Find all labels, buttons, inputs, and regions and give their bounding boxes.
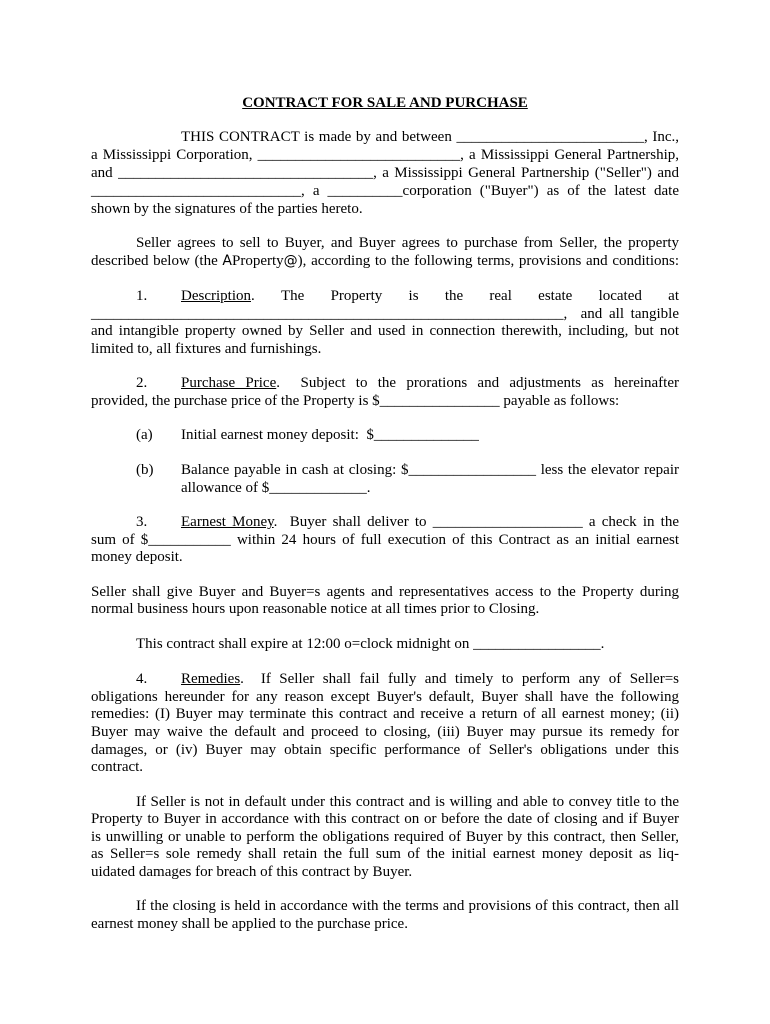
seller-remedy-line-4: as Seller=s sole remedy shall retain the full sum of the initial earnest money deposit as liq- — [91, 846, 679, 862]
intro-line-4: ____________________________, a __________corporation ("Buyer") as of the latest date — [91, 183, 679, 199]
intro-line-5: shown by the signatures of the parties hereto. — [91, 201, 363, 217]
intro-line-3: and __________________________________, a Mississippi General Partnership ("Seller") and — [91, 165, 679, 181]
intro-line-2: a Mississippi Corporation, ___________________________, a Mississippi General Partnership, — [91, 147, 679, 163]
section-4-line-2: obligations hereunder for any reason except Buyer's default, Buyer shall have the following — [91, 689, 679, 705]
section-2-line-1: Purchase Price. Subject to the prorations and adjustments as hereinafter — [181, 375, 680, 391]
agreement-line-1: Seller agrees to sell to Buyer, and Buyer agrees to purchase from Seller, the property — [136, 235, 679, 251]
close-quote-glyph: @ — [283, 253, 298, 269]
section-3-line-1: Earnest Money. Buyer shall deliver to ____________________ a check in the — [181, 514, 679, 530]
section-1-heading: Description — [181, 288, 251, 304]
section-4-line-6: contract. — [91, 759, 144, 775]
item-b-line-1: Balance payable in cash at closing: $_________________ less the elevator repair — [181, 462, 679, 478]
section-2-heading: Purchase Price — [181, 375, 277, 391]
section-4-heading: Remedies — [181, 671, 241, 687]
section-3-heading: Earnest Money — [181, 514, 274, 530]
defined-term-property: Property — [232, 253, 284, 269]
item-b-label: (b) — [136, 462, 154, 478]
seller-remedy-line-5: uidated damages for breach of this contract by Buyer. — [91, 864, 413, 880]
document-title — [0, 94, 770, 112]
section-3-number: 3. — [136, 514, 148, 530]
section-4-line-1: Remedies. If Seller shall fail fully and timely to perform any of Seller=s — [181, 671, 679, 687]
expiration-line: This contract shall expire at 12:00 o=clock midnight on _________________. — [136, 636, 605, 652]
closing-line-2: earnest money shall be applied to the purchase price. — [91, 916, 408, 932]
open-quote-glyph: A — [222, 253, 232, 269]
section-2-number: 2. — [136, 375, 148, 391]
section-4-line-5: damages, or (iv) Buyer may obtain specific performance of Seller's obligations under this — [91, 742, 679, 758]
section-1-line-3: and intangible property owned by Seller and used in connection therewith, including, but not — [91, 323, 679, 339]
document-title-text: CONTRACT FOR SALE AND PURCHASE — [242, 95, 528, 111]
item-b-line-2: allowance of $_____________. — [181, 480, 371, 496]
section-2-line-2: provided, the purchase price of the Property is $________________ payable as follows: — [91, 393, 620, 409]
section-4-line-3: remedies: (I) Buyer may terminate this contract and receive a return of all earnest money; (ii) — [91, 706, 679, 722]
section-4-line-4: Buyer may waive the default and proceed to closing, (iii) Buyer may pursue its remedy for — [91, 724, 679, 740]
access-line-1: Seller shall give Buyer and Buyer=s agents and representatives access to the Property during — [91, 584, 679, 600]
section-1-line-1: Description. The Property is the real estate located at — [181, 288, 679, 304]
seller-remedy-line-3: is unwilling or unable to perform the obligations required of Buyer by this contract, then Seller, — [91, 829, 679, 845]
section-3-line-2: sum of $___________ within 24 hours of full execution of this Contract as an initial earnest — [91, 532, 679, 548]
seller-remedy-line-1: If Seller is not in default under this contract and is willing and able to convey title to the — [136, 794, 679, 810]
section-1-number: 1. — [136, 288, 148, 304]
section-1-line-2: _______________________________________________________________, and all tangible — [91, 306, 679, 322]
section-4-number: 4. — [136, 671, 148, 687]
agreement-line-2: described below (the AProperty@), according to the following terms, provisions and conditions: — [91, 253, 680, 269]
item-a-text: Initial earnest money deposit: $______________ — [181, 427, 479, 443]
access-line-2: normal business hours upon reasonable notice at all times prior to Closing. — [91, 601, 540, 617]
closing-line-1: If the closing is held in accordance with the terms and provisions of this contract, then all — [136, 898, 679, 914]
seller-remedy-line-2: Property to Buyer in accordance with this contract on or before the date of closing and if Buyer — [91, 811, 679, 827]
intro-line-1: THIS CONTRACT is made by and between _________________________, Inc., — [181, 129, 679, 145]
section-3-line-3: money deposit. — [91, 549, 183, 565]
section-1-line-4: limited to, all fixtures and furnishings. — [91, 341, 322, 357]
item-a-label: (a) — [136, 427, 153, 443]
